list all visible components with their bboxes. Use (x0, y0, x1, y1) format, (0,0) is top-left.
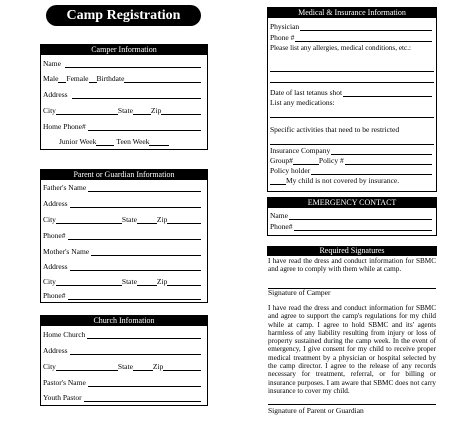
youth-pastor-label: Youth Pastor (43, 393, 82, 402)
parent-guardian-section (40, 169, 208, 303)
father-phone-field[interactable] (68, 232, 202, 240)
parent-signature-line[interactable] (268, 404, 436, 405)
home-phone-field[interactable] (88, 123, 201, 131)
home-church-field[interactable] (87, 331, 201, 339)
name-label: Name (43, 59, 61, 68)
insurance-company-field[interactable] (331, 147, 432, 155)
section-header: EMERGENCY CONTACT (268, 198, 436, 208)
address-field[interactable] (72, 91, 201, 99)
not-covered-checkbox[interactable] (270, 177, 286, 185)
mother-address-field[interactable] (70, 263, 201, 271)
church-state-field[interactable] (133, 363, 153, 371)
mother-zip-label: Zip (156, 277, 168, 286)
zip-field[interactable] (161, 107, 201, 115)
policy-label: Policy # (318, 156, 344, 165)
mother-phone-field[interactable] (68, 292, 202, 300)
activities-line-1[interactable] (270, 144, 434, 145)
city-label: City (43, 106, 56, 115)
allergies-line-2[interactable] (270, 82, 434, 83)
parent-agreement-text: I have read the dress and conduct information for SBMC and agree to support the camp's regulations for my child while at camp. I agree to hold SBMC and its' agents harmless of any liability resulting from injury or loss of property sustained during the camp week. In the event of emergency, I give consent for my child to receive proper medical treatment by a physician or hospital selected by the camp director. I agree to the release of any records necessary for treatment, referral, or for billing or insurance purposes. I am aware that SBMC does not carry insurance to cover my child. (268, 304, 436, 395)
state-label: State (117, 106, 133, 115)
church-address-label: Address (43, 346, 68, 355)
address-label: Address (43, 90, 68, 99)
mother-state-label: State (121, 277, 137, 286)
medications-label: List any medications: (270, 98, 335, 107)
physician-field[interactable] (300, 23, 432, 31)
emergency-phone-field[interactable] (294, 223, 433, 231)
policy-holder-label: Policy holder (270, 166, 311, 175)
emergency-name-field[interactable] (289, 212, 432, 220)
section-header: Church Infomation (41, 316, 207, 326)
medical-insurance-section (267, 7, 437, 192)
father-city-label: City (43, 215, 56, 224)
mother-address-label: Address (43, 262, 68, 271)
camper-signature-label: Signature of Camper (268, 288, 331, 297)
father-state-field[interactable] (137, 216, 157, 224)
required-signatures-section (267, 246, 437, 420)
physician-label: Physician (270, 22, 300, 31)
section-header: Parent or Guardian Information (41, 170, 207, 180)
father-zip-label: Zip (156, 215, 168, 224)
name-field[interactable] (65, 60, 201, 68)
male-label: Male (43, 74, 59, 83)
fathers-name-field[interactable] (88, 184, 201, 192)
church-state-label: State (117, 362, 133, 371)
policy-field[interactable] (345, 157, 432, 165)
youth-pastor-field[interactable] (84, 394, 201, 402)
birthdate-label: Birthdate (96, 74, 125, 83)
group-label: Group# (270, 156, 293, 165)
emergency-name-label: Name (270, 211, 288, 220)
father-zip-field[interactable] (167, 216, 201, 224)
restricted-activities-label: Specific activities that need to be restricted (270, 125, 400, 134)
camper-agreement-text: I have read the dress and conduct information for SBMC and agree to comply with them while at camp. (268, 257, 436, 274)
parent-signature-label: Signature of Parent or Guardian (268, 406, 364, 415)
insurance-company-label: Insurance Company (270, 146, 331, 155)
group-field[interactable] (293, 157, 319, 165)
mother-state-field[interactable] (137, 278, 157, 286)
church-zip-label: Zip (152, 362, 164, 371)
mother-city-label: City (43, 277, 56, 286)
female-field[interactable] (89, 75, 97, 83)
zip-label: Zip (150, 106, 162, 115)
teen-week-label: Teen Week (116, 137, 150, 146)
section-header: Medical & Insurance Information (268, 8, 436, 18)
section-header: Required Signatures (267, 246, 437, 256)
fathers-name-label: Father's Name (43, 183, 87, 192)
mother-phone-label: Phone# (43, 291, 66, 300)
policy-holder-field[interactable] (311, 167, 432, 175)
medications-line-1[interactable] (270, 117, 434, 118)
mother-zip-field[interactable] (167, 278, 201, 286)
pastors-name-label: Pastor's Name (43, 378, 86, 387)
mother-city-field[interactable] (56, 278, 122, 286)
father-state-label: State (121, 215, 137, 224)
tetanus-field[interactable] (343, 89, 432, 97)
tetanus-label: Date of last tetanus shot (270, 88, 343, 97)
father-address-field[interactable] (70, 200, 201, 208)
pastors-name-field[interactable] (88, 379, 201, 387)
emergency-contact-section (267, 197, 437, 236)
male-field[interactable] (58, 75, 66, 83)
teen-week-field[interactable] (149, 138, 169, 146)
physician-phone-label: Phone # (270, 33, 295, 42)
allergies-line-1[interactable] (270, 71, 434, 72)
church-city-field[interactable] (56, 363, 118, 371)
physician-phone-field[interactable] (295, 34, 432, 42)
father-city-field[interactable] (56, 216, 122, 224)
not-covered-label: My child is not covered by insurance. (286, 176, 400, 185)
church-city-label: City (43, 362, 56, 371)
emergency-phone-label: Phone# (270, 222, 293, 231)
city-field[interactable] (56, 107, 118, 115)
home-church-label: Home Church (43, 330, 86, 339)
page-title: Camp Registration (46, 5, 201, 26)
mothers-name-label: Mother's Name (43, 247, 90, 256)
junior-week-label: Junior Week (59, 137, 97, 146)
state-field[interactable] (133, 107, 151, 115)
mothers-name-field[interactable] (91, 248, 201, 256)
father-phone-label: Phone# (43, 231, 66, 240)
allergies-label: Please list any allergies, medical conditions, etc.: (270, 44, 411, 52)
junior-week-field[interactable] (96, 138, 114, 146)
section-header: Camper Information (41, 45, 207, 55)
church-zip-field[interactable] (163, 363, 201, 371)
female-label: Female (66, 74, 89, 83)
church-address-field[interactable] (70, 347, 201, 355)
father-address-label: Address (43, 199, 68, 208)
camper-information-section (40, 44, 208, 150)
church-information-section (40, 315, 208, 406)
home-phone-label: Home Phone# (43, 122, 86, 131)
birthdate-field[interactable] (124, 75, 201, 83)
